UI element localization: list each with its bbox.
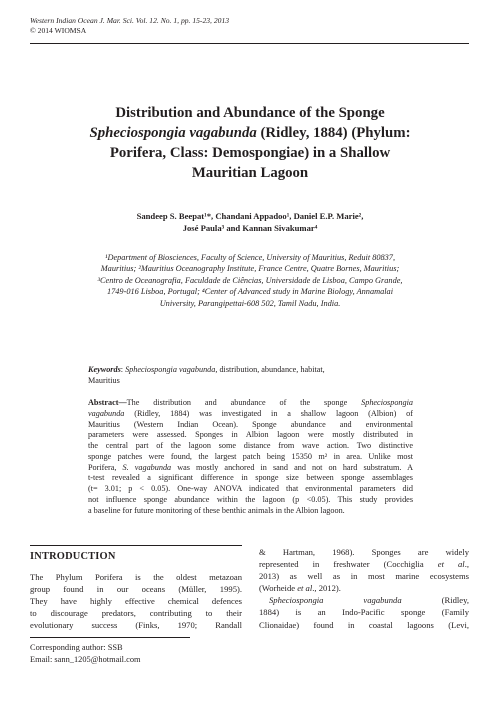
body-line: The Phylum Porifera is the oldest metazoan [30, 572, 242, 582]
corresponding-author-footnote [30, 642, 141, 666]
abstract-line [88, 463, 413, 474]
body-line [259, 594, 469, 606]
title-line-3: Porifera, Class: Demospongiae) in a Shallow [109, 145, 391, 161]
body-text: represented in freshwater (Cocchiglia [259, 559, 438, 570]
affiliation-line-4: 1749-016 Lisboa, Portugal; ⁴Center of Advanced study in Marine Biology, Annamalai [106, 287, 394, 297]
copyright-notice: © 2014 WIOMSA [30, 26, 87, 35]
affiliations [40, 252, 460, 309]
body-line [259, 558, 469, 570]
body-text: (Worheide [259, 583, 298, 594]
intro-right-column [259, 546, 469, 631]
keywords-label: Keywords [88, 365, 121, 374]
abstract-line: Mauritius (Western Indian Ocean). Sponge abundance and environmental [88, 419, 413, 429]
footnote-divider [30, 637, 190, 638]
abstract-line: the central part of the lagoon some distance from wave action. Two distinctive [88, 441, 413, 450]
title-line-4: Mauritian Lagoon [191, 165, 309, 181]
keywords-list: , distribution, abundance, habitat, [215, 365, 325, 374]
keywords-list-end: Mauritius [88, 376, 120, 385]
et-al: et al [437, 559, 465, 570]
keywords-colon: : [120, 365, 126, 374]
species-name: Spheciospongia vagabunda [269, 595, 402, 606]
section-heading-introduction: INTRODUCTION [30, 551, 116, 562]
authors-line-2: José Paula³ and Kannan Sivakumar⁴ [182, 223, 318, 233]
header-divider [30, 43, 469, 44]
title-species-name: Spheciospongia vagabunda [89, 125, 257, 141]
abstract [88, 398, 413, 516]
abstract-text: (Ridley, 1884) was investigated in a shallow lagoon (Albion) of [124, 408, 413, 418]
journal-citation: Western Indian Ocean J. Mar. Sci. Vol. 12. No. 1, pp. 15-23, 2013 [30, 16, 230, 25]
title-line-1: Distribution and Abundance of the Sponge [115, 105, 385, 121]
abstract-line: a baseline for future monitoring of these benthic animals in the Albion lagoon. [88, 505, 345, 515]
authors-line-1: Sandeep S. Beepat¹*, Chandani Appadoo¹, Daniel E.P. Marie², [136, 211, 364, 221]
body-line: group found in our oceans (Müller, 1995). [30, 584, 242, 595]
body-line: 2013) as well as in most marine ecosystems [259, 571, 469, 582]
abstract-line: parameters were assessed. Sponges in Albion lagoon were mostly distributed in [88, 430, 413, 440]
author-email: Email: sann_1205@hotmail.com [30, 655, 141, 664]
abstract-line [88, 409, 413, 420]
abstract-species: Spheciospongia [361, 398, 413, 407]
keywords [88, 364, 413, 386]
abstract-text: The distribution and abundance of the sponge [126, 398, 362, 407]
abstract-species: vagabunda [88, 408, 125, 418]
corresponding-author: Corresponding author: SSB [30, 643, 123, 652]
body-line [259, 582, 469, 594]
affiliation-line-1: ¹Department of Biosciences, Faculty of Science, University of Mauritius, Reduit 80837, [104, 253, 396, 262]
affiliation-line-2: Mauritius; ²Mauritius Oceanography Institute, France Centre, Quatre Bornes, Mauritius; [100, 264, 400, 274]
abstract-line: (t= 3.01; p < 0.05). One-way ANOVA indicated that environmental parameters did [88, 484, 413, 493]
abstract-line: t-test revealed a significant difference in sponge size between sponge assemblages [88, 473, 413, 483]
affiliation-line-3: ³Centro de Oceanografia, Faculdade de Ciências, Universidade de Lisboa, Campo Grande, [97, 275, 403, 285]
body-line: 1884) is an Indo-Pacific sponge (Family [259, 607, 469, 618]
keywords-species: Spheciospongia vagabunda [125, 365, 216, 374]
intro-left-column [30, 571, 242, 631]
title-line-2-rest: (Ridley, 1884) (Phylum: [256, 125, 411, 141]
et-al: et al [297, 583, 313, 594]
abstract-line: not influence sponge abundance within the lagoon (p <0.05). This study provides [88, 494, 413, 504]
abstract-text: was mostly anchored in sand and not on hard substratum. A [171, 462, 413, 472]
paper-title [50, 103, 450, 183]
author-list [60, 210, 440, 234]
body-text: ., 2012). [312, 583, 341, 594]
abstract-label: Abstract— [88, 398, 127, 407]
body-text: ., [464, 559, 469, 570]
abstract-line: sponge patches were found, the largest patch being 15350 m² in area. Unlike most [88, 451, 413, 461]
abstract-text: Porifera, [88, 462, 123, 472]
body-text: (Ridley, [401, 595, 469, 606]
body-line: to discourage predators, contributing to their [30, 608, 242, 619]
intro-divider [30, 545, 242, 546]
body-line: evolutionary success (Finks, 1970; Randall [30, 620, 242, 631]
abstract-species: S. vagabunda [122, 462, 172, 472]
abstract-line [88, 398, 413, 409]
body-line: Clionaidae) found in coastal lagoons (Levi, [259, 619, 469, 630]
body-line: & Hartman, 1968). Sponges are widely [259, 547, 469, 557]
body-line: They have highly effective chemical defences [30, 596, 242, 607]
title-line-2 [50, 123, 450, 143]
affiliation-line-5: University, Parangipettai-608 502, Tamil Nadu, India. [159, 298, 341, 308]
